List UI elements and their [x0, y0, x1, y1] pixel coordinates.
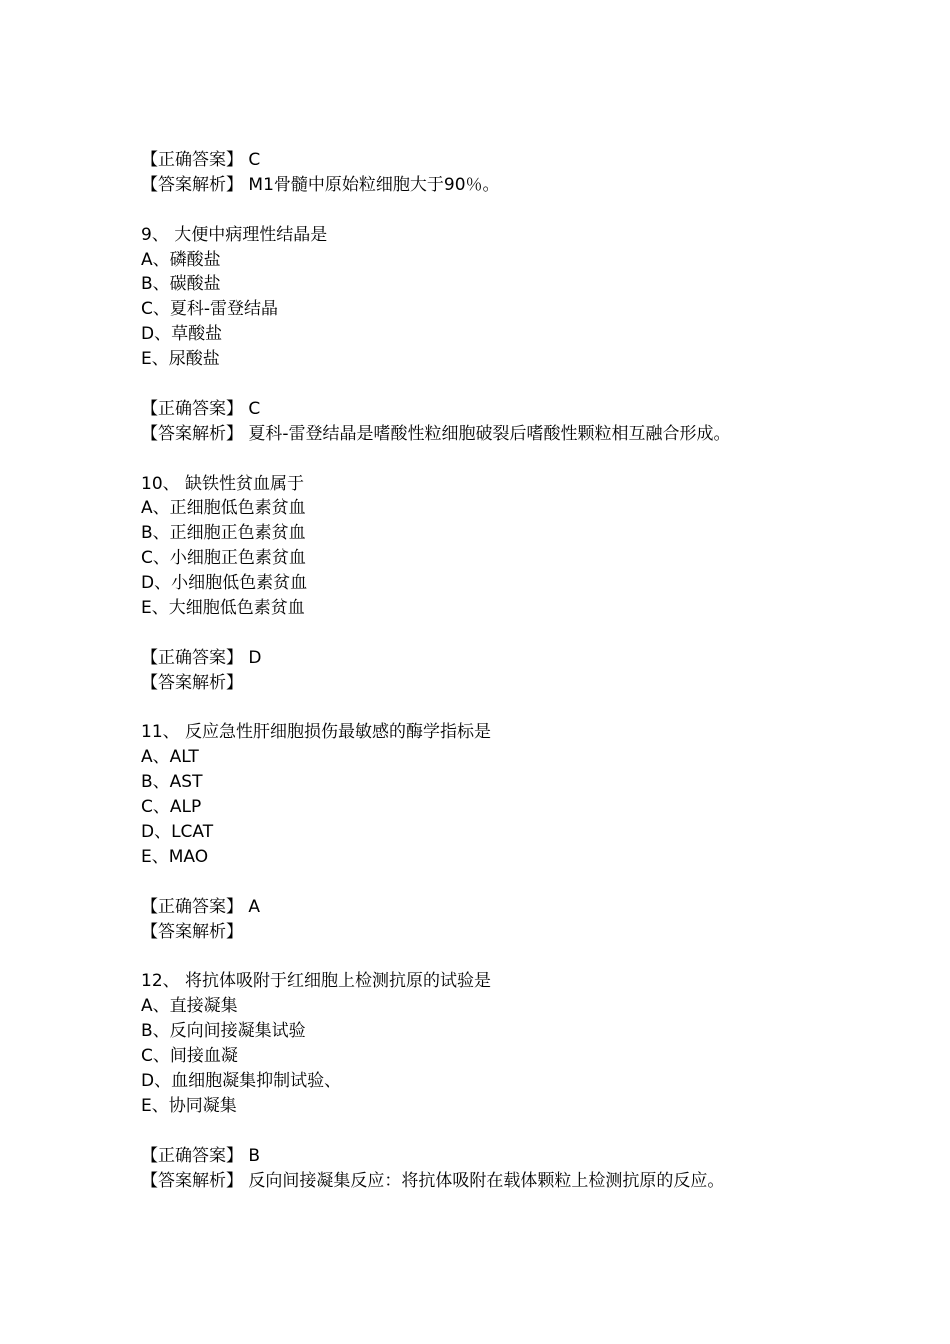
document-page: [141, 148, 841, 1193]
answer-line: [141, 1144, 841, 1169]
explanation-text: 反向间接凝集反应：将抗体吸附在载体颗粒上检测抗原的反应。: [248, 1170, 725, 1191]
answer-value: B: [248, 1145, 261, 1166]
answer-line: [141, 148, 841, 173]
option-d: D、LCAT: [141, 822, 214, 843]
answer-line: [141, 397, 841, 422]
option-b: B、正细胞正色素贫血: [141, 523, 306, 544]
question-text: 将抗体吸附于红细胞上检测抗原的试验是: [185, 971, 492, 992]
spacer: [141, 372, 841, 397]
answer-line: [141, 646, 841, 671]
explanation-label: 【答案解析】: [141, 423, 243, 444]
answer-value: C: [248, 398, 261, 419]
answer-value: C: [248, 150, 261, 170]
question-title: [141, 223, 841, 248]
question-text: 反应急性肝细胞损伤最敏感的酶学指标是: [185, 722, 492, 743]
option-c: C、夏科-雷登结晶: [141, 299, 279, 320]
spacer: [141, 870, 841, 895]
answer-line: [141, 895, 841, 920]
option-b: B、反向间接凝集试验: [141, 1021, 306, 1042]
question-number: 11、: [141, 722, 180, 743]
answer-label: 【正确答案】: [141, 896, 243, 917]
question-text: 大便中病理性结晶是: [174, 224, 328, 245]
question-title: [141, 720, 841, 745]
spacer: [141, 1119, 841, 1144]
explanation-line: [141, 920, 841, 945]
option-a: A、直接凝集: [141, 996, 238, 1017]
option-a: A、磷酸盐: [141, 249, 221, 270]
explanation-line: [141, 671, 841, 696]
option-a: A、正细胞低色素贫血: [141, 498, 306, 519]
question-number: 9、: [141, 224, 169, 245]
option-d: D、草酸盐: [141, 324, 223, 345]
option-b: B、碳酸盐: [141, 274, 221, 295]
answer-value: A: [248, 896, 261, 917]
option-c: C、小细胞正色素贫血: [141, 548, 306, 569]
explanation-label: 【答案解析】: [141, 174, 243, 195]
explanation-line: [141, 422, 841, 447]
option-e: E、大细胞低色素贫血: [141, 598, 305, 619]
spacer: [141, 945, 841, 970]
explanation-text: M1骨髓中原始粒细胞大于90％。: [248, 174, 500, 195]
option-d: D、小细胞低色素贫血: [141, 573, 308, 594]
question-title: [141, 472, 841, 497]
explanation-label: 【答案解析】: [141, 672, 243, 693]
option-d: D、血细胞凝集抑制试验、: [141, 1070, 342, 1091]
explanation-label: 【答案解析】: [141, 921, 243, 942]
explanation-label: 【答案解析】: [141, 1170, 243, 1191]
answer-label: 【正确答案】: [141, 150, 243, 170]
option-e: E、MAO: [141, 846, 209, 867]
option-c: C、间接血凝: [141, 1046, 238, 1067]
spacer: [141, 696, 841, 721]
option-e: E、协同凝集: [141, 1095, 237, 1116]
question-title: [141, 969, 841, 994]
option-a: A、ALT: [141, 747, 199, 768]
explanation-line: [141, 173, 841, 198]
explanation-text: 夏科-雷登结晶是嗜酸性粒细胞破裂后嗜酸性颗粒相互融合形成。: [248, 423, 731, 444]
explanation-line: [141, 1169, 841, 1194]
question-number: 12、: [141, 971, 180, 992]
spacer: [141, 621, 841, 646]
answer-label: 【正确答案】: [141, 1145, 243, 1166]
option-c: C、ALP: [141, 797, 202, 818]
answer-value: D: [248, 647, 262, 668]
answer-label: 【正确答案】: [141, 647, 243, 668]
answer-label: 【正确答案】: [141, 398, 243, 419]
option-b: B、AST: [141, 772, 203, 793]
question-text: 缺铁性贫血属于: [185, 473, 305, 494]
question-number: 10、: [141, 473, 180, 494]
spacer: [141, 447, 841, 472]
option-e: E、尿酸盐: [141, 349, 220, 370]
spacer: [141, 198, 841, 223]
